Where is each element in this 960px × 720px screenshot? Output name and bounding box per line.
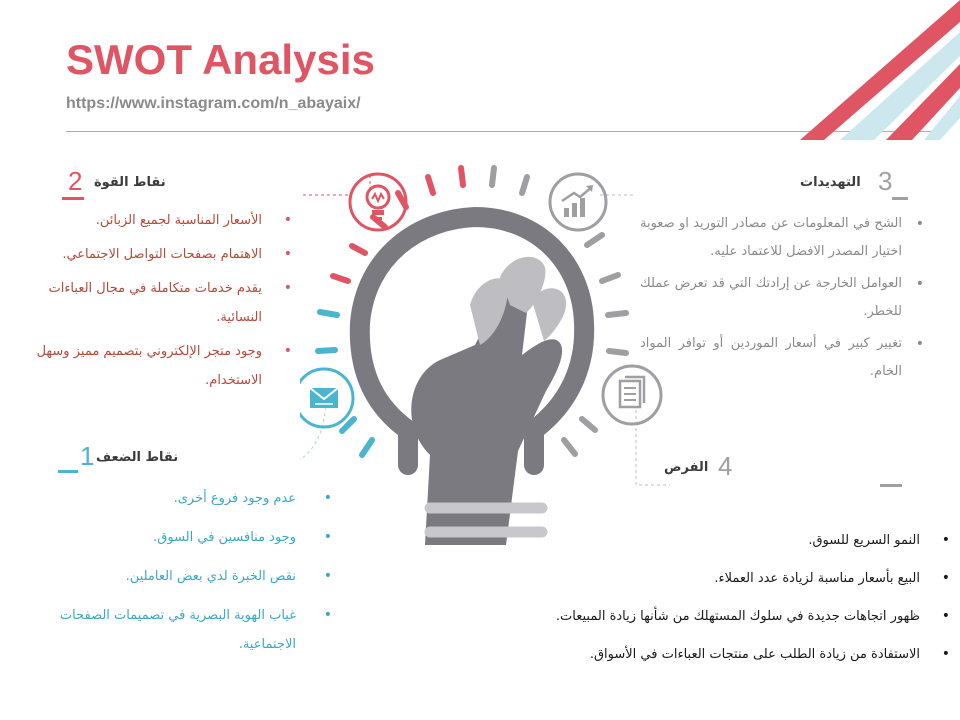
envelope-icon bbox=[300, 369, 353, 427]
threats-number: 3 bbox=[878, 166, 893, 196]
weakness-item: • وجود منافسين في السوق. bbox=[50, 523, 340, 552]
opportunity-item: • ظهور اتجاهات جديدة في سلوك المستهلك من شأنها زيادة المبيعات. bbox=[505, 602, 960, 631]
strengths-heading: نقاط القوة bbox=[94, 175, 166, 190]
strength-item: • الاهتمام بصفحات التواصل الاجتماعي. bbox=[20, 240, 292, 269]
decorative-stripes bbox=[800, 0, 960, 140]
strengths-list bbox=[20, 206, 292, 400]
opportunities-number: 4 bbox=[718, 451, 733, 481]
growth-chart-icon bbox=[550, 174, 606, 230]
threat-item: • الشح في المعلومات عن مصادر التوريد او صعوبة اختيار المصدر الافضل للاعتماد عليه. bbox=[640, 210, 930, 266]
strength-item: • وجود متجر الإلكتروني بتصميم مميز وسهل الاستخدام. bbox=[20, 337, 292, 395]
weaknesses-heading: نقاط الضعف bbox=[96, 450, 179, 465]
opportunities-list bbox=[505, 526, 960, 678]
page-title: SWOT Analysis bbox=[66, 36, 375, 83]
threat-item: • تغيير كبير في أسعار الموردين أو توافر المواد الخام. bbox=[640, 330, 930, 386]
strengths-number: 2 bbox=[68, 166, 83, 196]
weakness-item: • عدم وجود فروع أخرى. bbox=[50, 484, 340, 513]
page-subtitle-url[interactable]: https://www.instagram.com/n_abayaix/ bbox=[66, 95, 361, 112]
threats-list bbox=[640, 210, 930, 390]
strengths-underline bbox=[62, 197, 84, 200]
opportunity-item: • النمو السريع للسوق. bbox=[505, 526, 960, 555]
strength-item: • الأسعار المناسبة لجميع الزبائن. bbox=[20, 206, 292, 235]
opportunities-heading: الفرص bbox=[664, 460, 709, 475]
weakness-item: • نقص الخبرة لدي بعض العاملين. bbox=[50, 562, 340, 591]
threat-item: • العوامل الخارجة عن إرادتك التي قد تعرض عملك للخطر. bbox=[640, 270, 930, 326]
weaknesses-underline bbox=[58, 470, 78, 473]
opportunity-item: • الاستفادة من زيادة الطلب على منتجات العباءات في الأسواق. bbox=[505, 640, 960, 669]
lightbulb-hand-graphic bbox=[300, 155, 670, 545]
threats-underline bbox=[892, 197, 908, 200]
weaknesses-list bbox=[50, 484, 340, 669]
threats-heading: التهديدات bbox=[800, 175, 861, 190]
strength-item: • يقدم خدمات متكاملة في مجال العباءات النسائية. bbox=[20, 274, 292, 332]
weaknesses-number: 1 bbox=[80, 441, 95, 471]
weakness-item: • غياب الهوية البصرية في تصميمات الصفحات الاجتماعية. bbox=[50, 601, 340, 659]
opportunity-item: • البيع بأسعار مناسبة لزيادة عدد العملاء. bbox=[505, 564, 960, 593]
opportunities-underline bbox=[880, 484, 902, 487]
